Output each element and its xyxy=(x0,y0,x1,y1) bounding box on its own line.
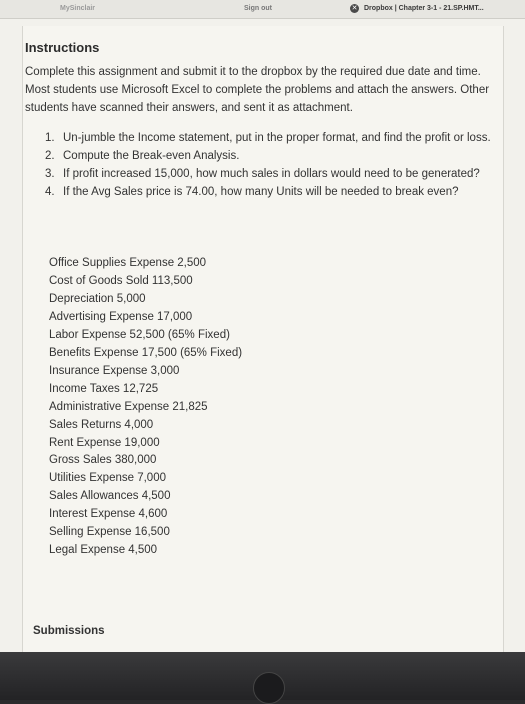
list-item xyxy=(45,130,497,147)
top-navigation-bar xyxy=(0,0,525,19)
step-number: 1. xyxy=(45,132,55,144)
step-number: 3. xyxy=(45,168,55,180)
list-item: Administrative Expense 21,825 xyxy=(49,400,208,413)
step-text: Compute the Break-even Analysis. xyxy=(63,150,240,162)
page-title: Instructions xyxy=(25,40,100,55)
step-number: 4. xyxy=(45,186,55,198)
list-item: Gross Sales 380,000 xyxy=(49,454,157,467)
list-item: Insurance Expense 3,000 xyxy=(49,364,180,377)
list-item: Cost of Goods Sold 113,500 xyxy=(49,274,193,287)
home-button[interactable] xyxy=(253,672,285,704)
list-item: Selling Expense 16,500 xyxy=(49,526,170,539)
list-item xyxy=(45,184,497,201)
close-icon[interactable]: ✕ xyxy=(351,5,358,12)
income-items-list xyxy=(49,255,349,560)
step-text: If the Avg Sales price is 74.00, how many Units will be needed to break even? xyxy=(63,186,459,198)
list-item: Labor Expense 52,500 (65% Fixed) xyxy=(49,328,230,341)
list-item: Benefits Expense 17,500 (65% Fixed) xyxy=(49,346,243,359)
instructions-panel xyxy=(22,26,504,652)
intro-text: Complete this assignment and submit it to the dropbox by the required due date and time. Most students use Microsoft Excel to complete the problems and attach the answers. Other students have scanned their answers, and sent it as attachment. xyxy=(25,66,490,114)
list-item xyxy=(45,148,497,165)
list-item: Sales Allowances 4,500 xyxy=(49,490,171,503)
list-item: Sales Returns 4,000 xyxy=(49,418,154,431)
list-item: Office Supplies Expense 2,500 xyxy=(49,257,207,269)
dropbox-tab[interactable] xyxy=(350,4,484,13)
dropbox-tab-title: Dropbox | Chapter 3-1 - 21.SP.HMT... xyxy=(364,5,484,12)
step-text: Un-jumble the Income statement, put in the proper format, and find the profit or loss. xyxy=(63,132,491,144)
step-text: If profit increased 15,000, how much sales in dollars would need to be generated? xyxy=(63,168,480,180)
list-item: Depreciation 5,000 xyxy=(49,292,146,305)
list-item: Rent Expense 19,000 xyxy=(49,436,160,449)
list-item: Advertising Expense 17,000 xyxy=(49,310,193,323)
list-item xyxy=(45,166,497,183)
list-item: Legal Expense 4,500 xyxy=(49,544,158,557)
list-item: Income Taxes 12,725 xyxy=(49,382,159,395)
brand-link[interactable]: MySinclair xyxy=(60,5,96,12)
step-number: 2. xyxy=(45,150,55,162)
submissions-heading: Submissions xyxy=(33,625,105,637)
list-item: Interest Expense 4,600 xyxy=(49,508,168,521)
sign-out-link[interactable]: Sign out xyxy=(244,5,272,12)
list-item: Utilities Expense 7,000 xyxy=(49,472,166,485)
task-list xyxy=(45,130,497,202)
